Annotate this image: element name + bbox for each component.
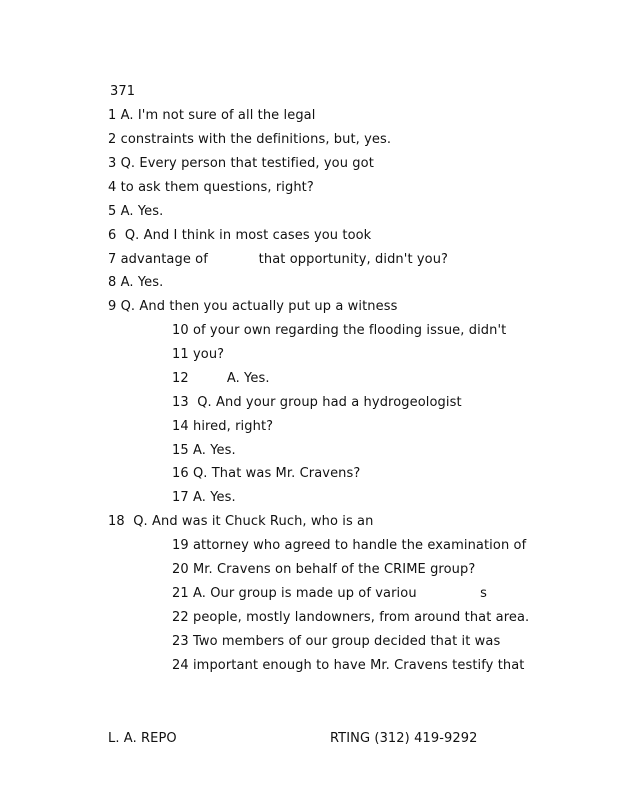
transcript-line-19: 19 attorney who agreed to handle the examination of (172, 538, 527, 553)
transcript-line-16: 16 Q. That was Mr. Cravens? (172, 466, 361, 481)
transcript-line-5: 5 A. Yes. (108, 204, 164, 219)
footer-reporter-right: RTING (312) 419-9292 (330, 731, 478, 746)
transcript-line-23: 23 Two members of our group decided that it was (172, 634, 501, 649)
transcript-line-17: 17 A. Yes. (172, 490, 236, 505)
page-number: 371 (110, 84, 136, 99)
transcript-line-6: 6 Q. And I think in most cases you took (108, 228, 372, 243)
transcript-line-15: 15 A. Yes. (172, 443, 236, 458)
transcript-line-24: 24 important enough to have Mr. Cravens testify that (172, 658, 525, 673)
transcript-line-4: 4 to ask them questions, right? (108, 180, 314, 195)
transcript-line-18: 18 Q. And was it Chuck Ruch, who is an (108, 514, 374, 529)
transcript-line-12: 12 A. Yes. (172, 371, 270, 386)
transcript-line-21: 21 A. Our group is made up of variou s (172, 586, 488, 601)
transcript-line-20: 20 Mr. Cravens on behalf of the CRIME group? (172, 562, 476, 577)
transcript-line-2: 2 constraints with the definitions, but, yes. (108, 132, 392, 147)
transcript-line-7: 7 advantage of that opportunity, didn't you? (108, 252, 449, 267)
footer-reporter-left: L. A. REPO (108, 731, 177, 746)
transcript-line-9: 9 Q. And then you actually put up a witness (108, 299, 398, 314)
transcript-line-13: 13 Q. And your group had a hydrogeologist (172, 395, 462, 410)
transcript-line-1: 1 A. I'm not sure of all the legal (108, 108, 316, 123)
transcript-line-22: 22 people, mostly landowners, from around that area. (172, 610, 530, 625)
transcript-line-10: 10 of your own regarding the flooding issue, didn't (172, 323, 507, 338)
transcript-line-3: 3 Q. Every person that testified, you got (108, 156, 374, 171)
transcript-line-11: 11 you? (172, 347, 225, 362)
transcript-line-14: 14 hired, right? (172, 419, 274, 434)
transcript-line-8: 8 A. Yes. (108, 275, 164, 290)
